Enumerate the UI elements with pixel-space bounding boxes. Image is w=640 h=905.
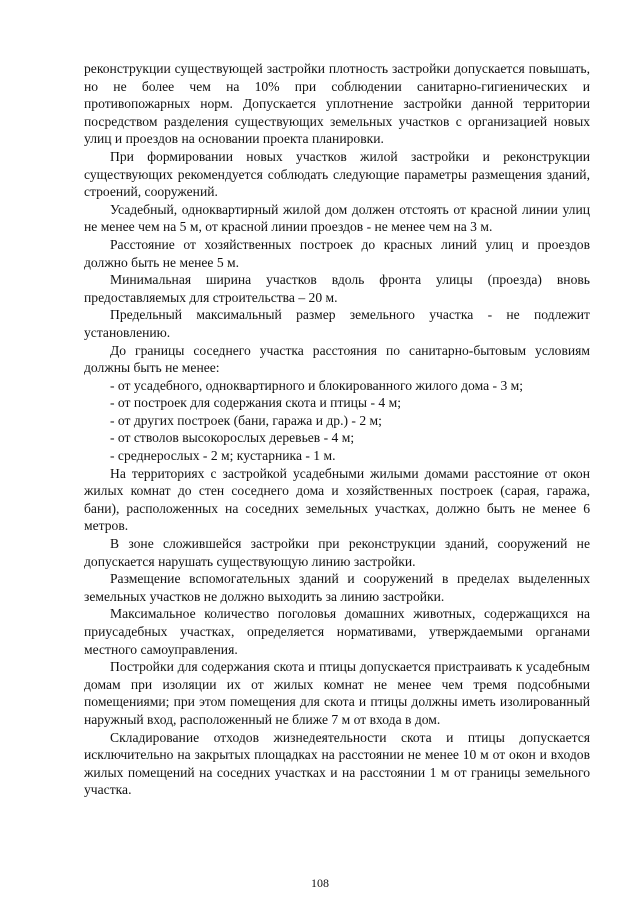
list-item: - от стволов высокорослых деревьев - 4 м; xyxy=(110,430,355,446)
paragraph-outbuilding-distance: Расстояние от хозяйственных построек до красных линий улиц и проездов должно быть не менее 5 м. xyxy=(84,236,590,270)
document-page xyxy=(84,60,590,799)
paragraph-red-line-setback: Усадебный, одноквартирный жилой дом должен отстоять от красной линии улиц не менее чем на 5 м, от красной линии проездов - не менее чем на 3 м. xyxy=(84,201,590,235)
list-item: - от других построек (бани, гаража и др.) - 2 м; xyxy=(110,412,382,428)
list-item: - от усадебного, одноквартирного и блокированного жилого дома - 3 м; xyxy=(110,377,524,393)
paragraph-min-frontage: Минимальная ширина участков вдоль фронта улицы (проезда) вновь предоставляемых для строительства – 20 м. xyxy=(84,272,590,305)
paragraph-new-plots: При формировании новых участков жилой застройки и реконструкции существующих рекомендуется соблюдать следующие параметры размещения зданий, строений, сооружений. xyxy=(84,148,590,200)
paragraph-continuation: реконструкции существующей застройки плотность застройки допускается повышать, но не более чем на 10% при соблюдении санитарно-гигиенических и противопожарных норм. Допускается уплотнение застройки данной территории посредством разделения существующих земельных участков с организацией новых улиц и проездов на основании проекта планировки. xyxy=(84,61,590,147)
paragraph-auxiliary-buildings: Размещение вспомогательных зданий и сооружений в пределах выделенных земельных участков не должно выходить за линию застройки. xyxy=(84,571,590,604)
paragraph-livestock-buildings: Постройки для содержания скота и птицы допускается пристраивать к усадебным домам при изоляции их от жилых комнат не менее чем тремя подсобными помещениями; при этом помещения для скота и птицы должны иметь изолированный наружный вход, расположенный не ближе 7 м от входа в дом. xyxy=(84,659,590,727)
paragraph-waste-storage: Складирование отходов жизнедеятельности скота и птицы допускается исключительно на закрытых площадках на расстоянии не менее 10 м от окон и входов жилых помещений на соседних участках и на расстоянии 1 м от границы земельного участка. xyxy=(84,729,590,798)
paragraph-window-distance: На территориях с застройкой усадебными жилыми домами расстояние от окон жилых комнат до стен соседнего дома и хозяйственных построек (сарая, гаража, бани), расположенных на соседних земельных участках, должно быть не менее 6 метров. xyxy=(84,465,590,534)
distance-list xyxy=(84,377,590,465)
paragraph-neighbor-boundary: До границы соседнего участка расстояния по санитарно-бытовым условиям должны быть не менее: xyxy=(84,342,590,376)
list-item: - от построек для содержания скота и птицы - 4 м; xyxy=(110,395,401,411)
paragraph-livestock-count: Максимальное количество поголовья домашних животных, содержащихся на приусадебных участках, определяется нормативами, утверждаемыми органами местного самоуправления. xyxy=(84,606,590,657)
paragraph-building-line: В зоне сложившейся застройки при реконструкции зданий, сооружений не допускается нарушать существующую линию застройки. xyxy=(84,536,590,569)
page-number: 108 xyxy=(311,876,329,890)
paragraph-max-plot-size: Предельный максимальный размер земельного участка - не подлежит установлению. xyxy=(84,307,590,340)
list-item: - среднерослых - 2 м; кустарника - 1 м. xyxy=(110,448,336,464)
